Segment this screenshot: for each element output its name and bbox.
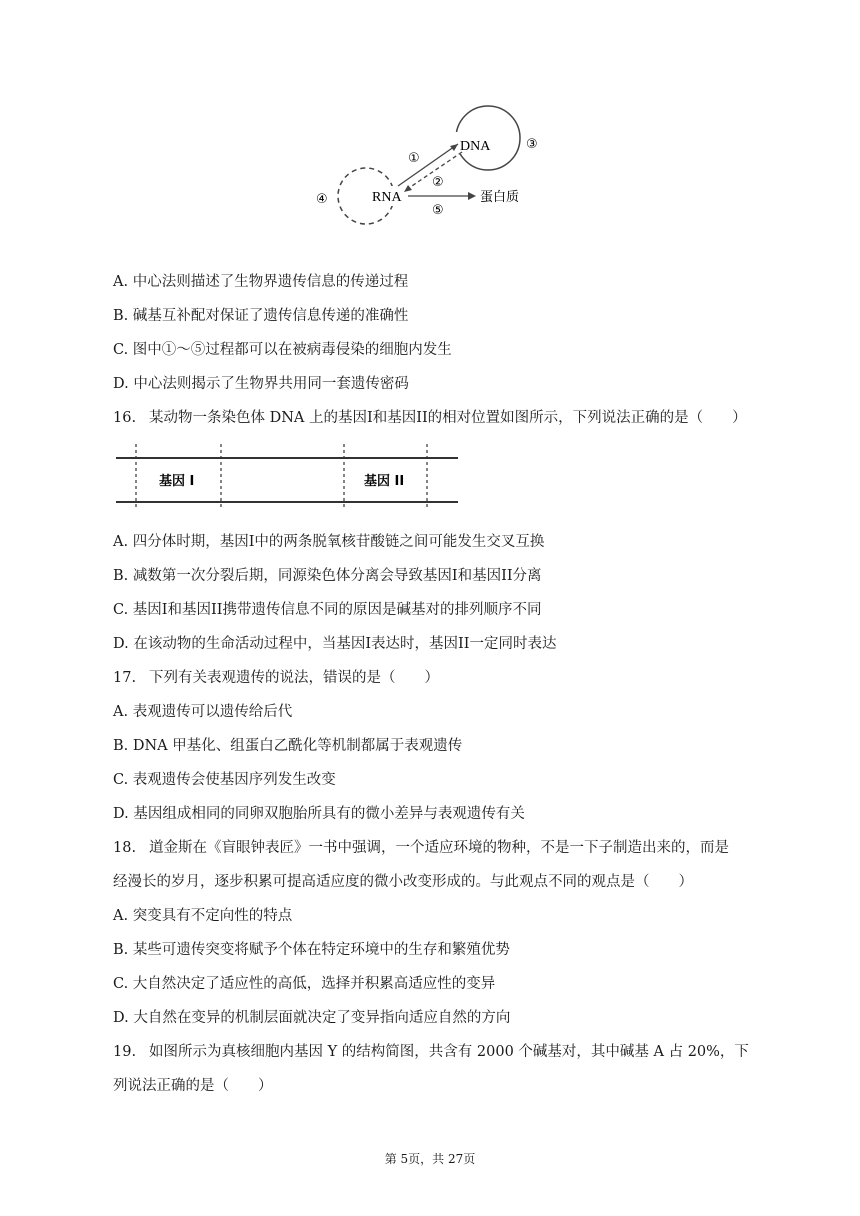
page-footer: 第 5页，共 27页 (384, 1152, 476, 1166)
gene-position-diagram (116, 440, 461, 510)
rna-label: RNA (372, 190, 402, 205)
q18-stem-line1 (113, 838, 729, 858)
gene2-label: 基因 II (364, 474, 405, 489)
process-label-5: ⑤ (432, 203, 444, 218)
q19-stem-line2: 列说法正确的是（ ） (113, 1078, 273, 1094)
q16-number: 16. (113, 410, 137, 426)
q15-option-d: D. 中心法则揭示了生物界共用同一套遗传密码 (113, 376, 409, 392)
q17-stem-text: 下列有关表观遗传的说法，错误的是（ ） (149, 670, 439, 686)
q15-option-c: C. 图中①～⑤过程都可以在被病毒侵染的细胞内发生 (113, 342, 452, 358)
q18-stem-text-1: 道金斯在《盲眼钟表匠》一书中强调，一个适应环境的物种，不是一下子制造出来的，而是 (149, 840, 729, 856)
q17-option-b: B. DNA 甲基化、组蛋白乙酰化等机制都属于表观遗传 (113, 738, 463, 754)
process-label-2: ② (432, 175, 444, 190)
process-label-4: ④ (316, 192, 328, 207)
q19-stem-text-1: 如图所示为真核细胞内基因 Y 的结构简图，共含有 2000 个碱基对，其中碱基 A 占 20%，下 (149, 1044, 749, 1060)
q18-option-c: C. 大自然决定了适应性的高低，选择并积累高适应性的变异 (113, 976, 496, 992)
q15-option-b: B. 碱基互补配对保证了遗传信息传递的准确性 (113, 308, 409, 324)
q16-option-c: C. 基因I和基因II携带遗传信息不同的原因是碱基对的排列顺序不同 (113, 602, 542, 618)
q18-option-b: B. 某些可遗传突变将赋予个体在特定环境中的生存和繁殖优势 (113, 942, 510, 958)
q16-option-b: B. 减数第一次分裂后期，同源染色体分离会导致基因I和基因II分离 (113, 568, 542, 584)
q16-option-d: D. 在该动物的生命活动过程中，当基因I表达时，基因II一定同时表达 (113, 636, 557, 652)
q17-number: 17. (113, 670, 137, 686)
protein-label: 蛋白质 (480, 190, 520, 205)
reverse-transcription-arrow (398, 144, 458, 186)
dna-label: DNA (460, 139, 491, 154)
q19-stem-line1 (113, 1042, 749, 1062)
q16-stem (113, 408, 747, 428)
q16-option-a: A. 四分体时期，基因I中的两条脱氧核苷酸链之间可能发生交叉互换 (113, 534, 545, 550)
q17-option-c: C. 表观遗传会使基因序列发生改变 (113, 772, 336, 788)
q19-number: 19. (113, 1044, 137, 1060)
q18-option-a: A. 突变具有不定向性的特点 (113, 908, 293, 924)
gene1-label: 基因 I (159, 474, 195, 489)
q18-option-d: D. 大自然在变异的机制层面就决定了变异指向适应自然的方向 (113, 1010, 511, 1026)
q18-stem-line2: 经漫长的岁月，逐步积累可提高适应度的微小改变形成的。与此观点不同的观点是（ ） (113, 874, 693, 890)
central-dogma-diagram (310, 100, 550, 225)
q16-stem-text: 某动物一条染色体 DNA 上的基因I和基因II的相对位置如图所示，下列说法正确的是（ ） (149, 410, 747, 426)
process-label-3: ③ (526, 137, 538, 152)
q17-option-d: D. 基因组成相同的同卵双胞胎所具有的微小差异与表观遗传有关 (113, 806, 525, 822)
q17-stem (113, 668, 439, 688)
q15-option-a: A. 中心法则描述了生物界遗传信息的传递过程 (113, 274, 409, 290)
q17-option-a: A. 表观遗传可以遗传给后代 (113, 704, 293, 720)
q18-number: 18. (113, 840, 137, 856)
process-label-1: ① (408, 151, 420, 166)
